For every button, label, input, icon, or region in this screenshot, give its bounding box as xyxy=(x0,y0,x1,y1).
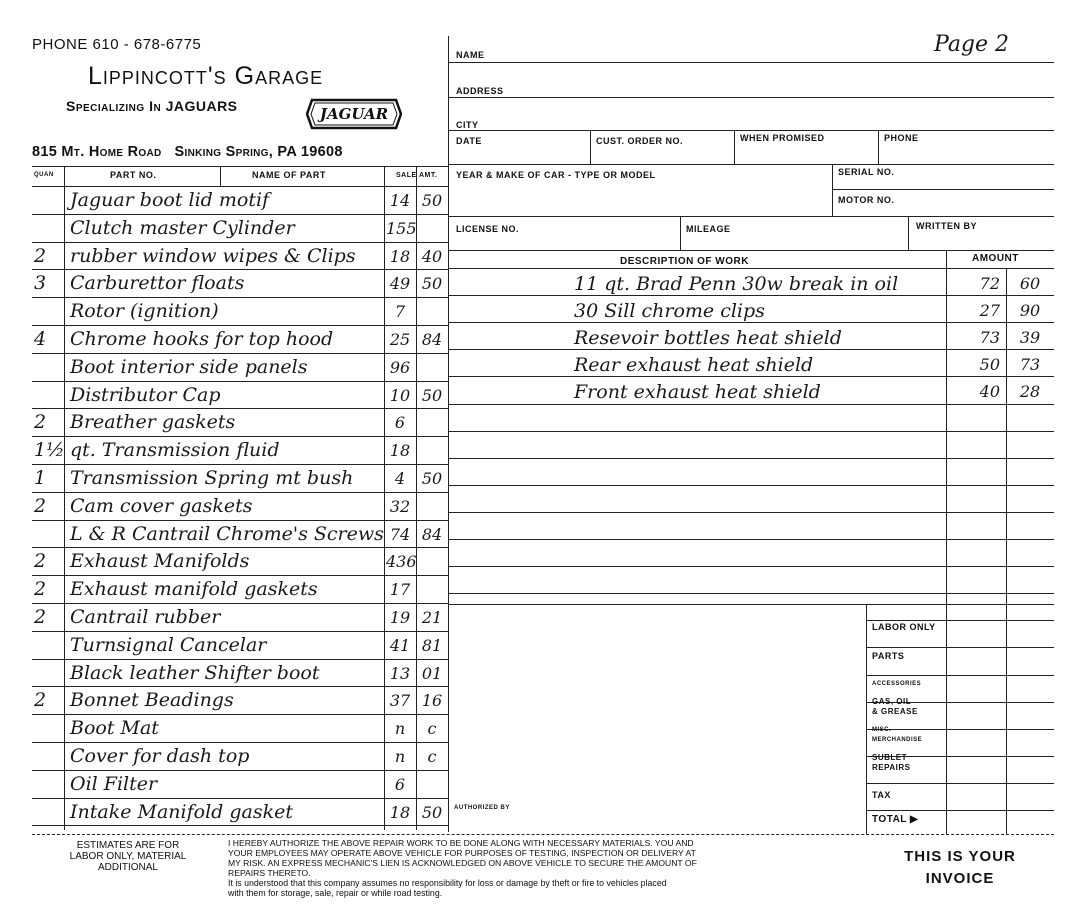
parts-row-line xyxy=(32,408,448,409)
parts-label: PARTS xyxy=(872,651,905,661)
part-price-dollars: 436 xyxy=(386,552,417,572)
parts-row-line xyxy=(32,381,448,382)
part-price-dollars: 41 xyxy=(389,635,411,655)
motor-label: MOTOR NO. xyxy=(838,195,895,205)
invoice-line-2: INVOICE xyxy=(925,870,995,887)
parts-row-line xyxy=(32,659,448,660)
work-row-line xyxy=(448,539,1054,540)
part-price-cents: 50 xyxy=(421,469,443,488)
parts-row-line xyxy=(32,214,448,215)
work-amount-dollars: 73 xyxy=(979,328,1000,348)
part-price-dollars: 155 xyxy=(386,218,417,238)
parts-row-line xyxy=(32,825,448,826)
total-label: TOTAL ▶ xyxy=(872,814,919,825)
part-price-dollars: 6 xyxy=(394,413,406,433)
work-row-line xyxy=(448,349,1054,350)
page-note: Page 2 xyxy=(934,32,1010,57)
auth-line-4: REPAIRS THERETO. xyxy=(228,868,311,878)
sale-header: SALE xyxy=(396,172,417,179)
part-qty: 2 xyxy=(34,411,47,434)
part-price-dollars: 17 xyxy=(389,580,411,600)
work-row-line xyxy=(866,783,1054,784)
auth-line-2: YOUR EMPLOYEES MAY OPERATE ABOVE VEHICLE FOR PURPOSES OF TESTING, INSPECTION OR DELIVERY AT xyxy=(228,848,696,858)
authorized-by-label: AUTHORIZED BY xyxy=(454,805,510,811)
shop-specialty: Specializing In JAGUARS xyxy=(66,98,238,114)
auth-line-1: I HEREBY AUTHORIZE THE ABOVE REPAIR WORK TO BE DONE ALONG WITH NECESSARY MATERIALS. YOU AND xyxy=(228,838,694,848)
repairs-label: REPAIRS xyxy=(872,763,911,772)
phone-label: PHONE xyxy=(884,133,919,143)
part-qty: 2 xyxy=(34,606,47,628)
grease-label: & GREASE xyxy=(872,707,918,716)
work-description: Resevoir bottles heat shield xyxy=(574,327,842,350)
part-price-dollars: n xyxy=(394,719,406,739)
part-price-dollars: 32 xyxy=(389,496,411,516)
work-amount-cents: 73 xyxy=(1019,355,1041,375)
parts-row-line xyxy=(32,464,448,465)
part-qty: 2 xyxy=(34,244,47,267)
parts-row-line xyxy=(32,325,448,326)
parts-row-line xyxy=(32,269,448,270)
parts-row-line xyxy=(32,714,448,715)
part-price-cents: c xyxy=(427,747,437,766)
part-price-dollars: 10 xyxy=(389,385,411,405)
part-name: Distributor Cap xyxy=(70,383,221,406)
work-amount-cents: 28 xyxy=(1019,382,1041,402)
part-price-dollars: 7 xyxy=(394,302,406,322)
part-price-dollars: 25 xyxy=(389,330,411,349)
part-name: rubber window wipes & Clips xyxy=(70,244,356,267)
amt-header: AMT. xyxy=(419,172,438,179)
work-amount-cents: 60 xyxy=(1019,274,1041,293)
shop-name: Lippincott's Garage xyxy=(88,62,324,90)
part-qty: 3 xyxy=(34,272,47,295)
part-price-dollars: 37 xyxy=(389,691,411,711)
part-price-dollars: 18 xyxy=(389,802,411,822)
estimates-line-1: ESTIMATES ARE FOR xyxy=(76,840,180,851)
cust-order-label: CUST. ORDER NO. xyxy=(596,136,684,146)
part-price-cents: 50 xyxy=(421,274,443,294)
part-name: Turnsignal Cancelar xyxy=(70,633,267,656)
work-amount-dollars: 40 xyxy=(979,382,1000,402)
part-no-header: PART NO. xyxy=(110,170,157,180)
work-amount-cents: 39 xyxy=(1019,328,1041,348)
parts-row-line xyxy=(32,603,448,604)
work-row-line xyxy=(448,485,1054,486)
part-name: Jaguar boot lid motif xyxy=(70,189,270,211)
part-name: Cover for dash top xyxy=(70,745,250,767)
parts-row-line xyxy=(32,492,448,493)
parts-row-line xyxy=(32,547,448,548)
license-label: LICENSE NO. xyxy=(456,224,520,234)
part-qty: 2 xyxy=(34,494,47,517)
parts-row-line xyxy=(32,686,448,687)
part-name: Boot interior side panels xyxy=(70,355,308,378)
part-price-dollars: 4 xyxy=(394,469,406,488)
part-price-dollars: 14 xyxy=(389,191,411,210)
authorization-text xyxy=(228,838,868,898)
work-row-line xyxy=(448,295,1054,296)
description-header: DESCRIPTION OF WORK xyxy=(620,256,749,267)
year-make-label: YEAR & MAKE OF CAR - TYPE OR MODEL xyxy=(456,170,656,180)
work-row-line xyxy=(866,810,1054,811)
part-name: Exhaust manifold gaskets xyxy=(70,578,318,601)
part-name: Bonnet Beadings xyxy=(70,689,234,712)
part-qty: 4 xyxy=(34,328,47,350)
parts-row-line xyxy=(32,770,448,771)
work-row-line xyxy=(448,376,1054,377)
quan-header: QUAN xyxy=(34,172,54,178)
part-qty: 2 xyxy=(34,578,47,601)
part-name: Clutch master Cylinder xyxy=(70,216,295,239)
parts-row-line xyxy=(32,520,448,521)
work-row-line xyxy=(866,647,1054,648)
tax-label: TAX xyxy=(872,790,891,800)
parts-row-line xyxy=(32,798,448,799)
work-row-line xyxy=(448,322,1054,323)
name-label: NAME xyxy=(456,50,485,60)
work-description: 11 qt. Brad Penn 30w break in oil xyxy=(574,273,899,295)
misc-label: MISC. xyxy=(872,727,892,733)
part-price-dollars: 96 xyxy=(389,357,411,377)
part-name: L & R Cantrail Chrome's Screws xyxy=(70,522,384,545)
work-description: Front exhaust heat shield xyxy=(574,381,821,404)
part-price-dollars: 19 xyxy=(389,608,411,627)
work-description: Rear exhaust heat shield xyxy=(574,354,814,377)
estimates-note xyxy=(40,840,216,873)
work-row-line xyxy=(866,675,1054,676)
address-label: ADDRESS xyxy=(456,86,504,96)
work-description: 30 Sill chrome clips xyxy=(574,300,765,323)
when-promised-label: WHEN PROMISED xyxy=(740,133,825,143)
invoice-note xyxy=(884,846,1036,890)
part-qty: 1 xyxy=(34,467,47,489)
part-qty: 2 xyxy=(34,689,47,712)
disclaimer-line-2: with them for storage, sale, repair or while road testing. xyxy=(228,888,443,898)
part-name: qt. Transmission fluid xyxy=(70,439,280,462)
work-row-line xyxy=(448,404,1054,405)
part-name: Intake Manifold gasket xyxy=(70,800,293,823)
part-price-cents: 84 xyxy=(421,330,443,349)
serial-label: SERIAL NO. xyxy=(838,167,895,177)
merchandise-label: MERCHANDISE xyxy=(872,737,923,743)
part-price-dollars: n xyxy=(394,747,406,766)
part-name: Rotor (ignition) xyxy=(70,300,219,323)
city-label: CITY xyxy=(456,120,479,130)
parts-row-line xyxy=(32,297,448,298)
work-amount-dollars: 50 xyxy=(979,355,1000,375)
part-price-dollars: 74 xyxy=(389,524,411,544)
amount-header: AMOUNT xyxy=(972,253,1019,264)
part-price-cents: 01 xyxy=(421,663,443,683)
part-name: Transmission Spring mt bush xyxy=(70,467,354,489)
parts-row-line xyxy=(32,575,448,576)
work-row-line xyxy=(448,431,1054,432)
part-price-cents: 40 xyxy=(421,246,443,266)
parts-row-line xyxy=(32,242,448,243)
written-by-label: WRITTEN BY xyxy=(916,221,977,231)
part-name: Chrome hooks for top hood xyxy=(70,328,334,350)
part-price-cents: 16 xyxy=(421,691,443,711)
work-amount-dollars: 27 xyxy=(979,301,1000,321)
parts-row-line xyxy=(32,631,448,632)
accessories-label: ACCESSORIES xyxy=(872,681,922,687)
part-price-dollars: 6 xyxy=(394,774,406,794)
work-row-line xyxy=(448,458,1054,459)
invoice-line-1: THIS IS YOUR xyxy=(904,848,1016,865)
parts-row-line xyxy=(32,353,448,354)
part-name: Boot Mat xyxy=(70,717,159,740)
work-row-line xyxy=(448,566,1054,567)
mileage-label: MILEAGE xyxy=(686,224,731,234)
part-price-cents: c xyxy=(427,719,437,739)
work-row-line xyxy=(448,593,1054,594)
jaguar-logo-text: JAGUAR xyxy=(319,105,389,123)
part-name: Cam cover gaskets xyxy=(70,494,253,517)
part-qty: 1½ xyxy=(34,439,65,462)
part-price-cents: 21 xyxy=(421,608,443,627)
estimates-line-2: LABOR ONLY, MATERIAL xyxy=(69,851,187,862)
disclaimer-line-1: It is understood that this company assumes no responsibility for loss or damage by theft or fire to vehicles placed xyxy=(228,878,667,888)
part-name: Exhaust Manifolds xyxy=(70,550,250,573)
part-name: Cantrail rubber xyxy=(70,606,221,628)
part-price-dollars: 13 xyxy=(389,663,411,683)
part-price-cents: 50 xyxy=(421,191,443,210)
sublet-label: SUBLET xyxy=(872,753,907,762)
part-name: Breather gaskets xyxy=(70,411,236,434)
part-price-cents: 50 xyxy=(421,802,443,822)
estimates-line-3: ADDITIONAL xyxy=(97,862,158,873)
work-row-line xyxy=(866,729,1054,730)
part-name: Oil Filter xyxy=(70,772,158,795)
parts-row-line xyxy=(32,436,448,437)
auth-line-3: MY RISK. AN EXPRESS MECHANIC'S LIEN IS ACKNOWLEDGED ON ABOVE VEHICLE TO SECURE THE AMOUNT OF xyxy=(228,858,697,868)
work-amount-dollars: 72 xyxy=(979,274,1000,293)
part-price-cents: 81 xyxy=(421,635,443,655)
part-price-dollars: 18 xyxy=(389,441,411,461)
name-of-part-header: NAME OF PART xyxy=(252,170,326,180)
parts-row-line xyxy=(32,742,448,743)
labor-only-label: LABOR ONLY xyxy=(872,622,936,632)
part-qty: 2 xyxy=(34,550,47,573)
part-price-dollars: 18 xyxy=(389,246,411,266)
part-price-cents: 50 xyxy=(421,385,443,405)
part-name: Black leather Shifter boot xyxy=(70,661,320,684)
work-row-line xyxy=(448,512,1054,513)
shop-phone: PHONE 610 - 678-6775 xyxy=(32,36,202,53)
part-price-cents: 84 xyxy=(421,524,443,544)
work-summary-divider xyxy=(448,604,1054,605)
jaguar-logo xyxy=(306,98,402,130)
part-name: Carburettor floats xyxy=(70,272,245,295)
work-amount-cents: 90 xyxy=(1019,301,1041,321)
shop-address: 815 Mt. Home Road Sinking Spring, PA 19608 xyxy=(32,144,343,160)
date-label: DATE xyxy=(456,136,482,146)
gas-oil-label: GAS, OIL xyxy=(872,697,912,706)
part-price-dollars: 49 xyxy=(389,274,411,294)
